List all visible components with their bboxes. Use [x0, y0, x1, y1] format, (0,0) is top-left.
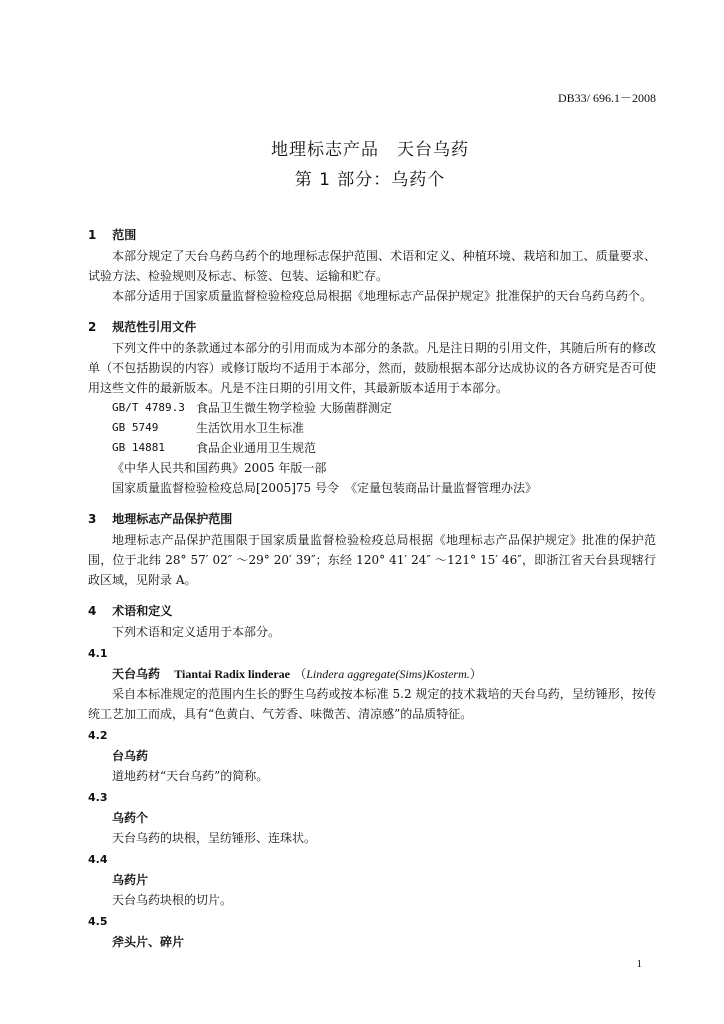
term-definition: 采自本标准规定的范围内生长的野生乌药或按本标准 5.2 规定的技术栽培的天台乌药，呈纺锤形，按传统工艺加工而成，具有“色黄白、气芳香、味微苦、清凉感”的品质特征。 [88, 687, 656, 721]
term-name: 斧头片、碎片 [112, 935, 185, 949]
term-number: 4.2 [88, 729, 108, 742]
term-en: Tiantai Radix linderae [174, 667, 290, 681]
reference-item [88, 418, 656, 438]
term-number: 4.5 [88, 915, 108, 928]
section-number: 3 [88, 512, 97, 526]
term-number: 4.1 [88, 647, 108, 660]
term-name: 乌药个 [112, 811, 149, 825]
term-latin: （Lindera aggregate(Sims)Kosterm.） [294, 667, 482, 681]
term-definition: 天台乌药块根的切片。 [112, 893, 233, 907]
paragraph: 本部分规定了天台乌药乌药个的地理标志保护范围、术语和定义、种植环境、栽培和加工、质量要求、试验方法、检验规则及标志、标签、包装、运输和贮存。 [88, 249, 656, 283]
reference-code: GB/T 4789.3 [112, 401, 185, 414]
page-number: 1 [636, 958, 642, 970]
section-title: 术语和定义 [112, 604, 173, 618]
term-name: 乌药片 [112, 873, 149, 887]
document-title: 地理标志产品 天台乌药 [271, 140, 469, 160]
reference-title: 食品企业通用卫生规范 [196, 441, 317, 455]
paragraph: 下列文件中的条款通过本部分的引用而成为本部分的条款。凡是注日期的引用文件，其随后所有的修改单（不包括勘误的内容）或修订版均不适用于本部分，然而，鼓励根据本部分达成协议的各方研究是否可使用这些文件的最新版本。凡是不注日期的引用文件，其最新版本适用于本部分。 [88, 341, 656, 395]
reference-code: GB 14881 [112, 441, 165, 454]
term-number: 4.3 [88, 791, 108, 804]
section-heading-protection-scope [88, 508, 656, 530]
section-number: 1 [88, 228, 97, 242]
section-heading-scope [88, 224, 656, 246]
reference-code: GB 5749 [112, 421, 159, 434]
term-name: 台乌药 [112, 749, 149, 763]
term-zh: 天台乌药 [112, 667, 161, 681]
paragraph: 下列术语和定义适用于本部分。 [112, 625, 281, 639]
section-title: 地理标志产品保护范围 [112, 512, 233, 526]
term-number: 4.4 [88, 853, 108, 866]
section-number: 4 [88, 604, 97, 618]
document-body [88, 218, 656, 952]
reference-item [88, 438, 656, 458]
paragraph: 地理标志产品保护范围限于国家质量监督检验检疫总局根据《地理标志产品保护规定》批准的保护范围，位于北纬 28° 57′ 02″ ～29° 20′ 39″；东经 120° 41′ 24″ ～121° 15′ 46″，即浙江省天台县现辖行政区域，见附录 A。 [88, 533, 656, 587]
document-subtitle: 第 1 部分：乌药个 [294, 170, 446, 190]
section-heading-terms-definitions [88, 600, 656, 622]
reference-item: 《中华人民共和国药典》2005 年版一部 [112, 461, 327, 475]
term-definition: 道地药材“天台乌药”的简称。 [112, 769, 269, 783]
section-number: 2 [88, 320, 97, 334]
section-title: 范围 [112, 228, 137, 242]
term-name [88, 664, 656, 684]
standard-code: DB33/ 696.1－2008 [557, 91, 656, 105]
reference-title: 食品卫生微生物学检验 大肠菌群测定 [196, 401, 392, 415]
reference-item: 国家质量监督检验检疫总局[2005]75 号令 《定量包装商品计量监督管理办法》 [112, 481, 537, 495]
section-heading-normative-references [88, 316, 656, 338]
paragraph: 本部分适用于国家质量监督检验检疫总局根据《地理标志产品保护规定》批准保护的天台乌药乌药个。 [112, 289, 653, 303]
reference-item [88, 398, 656, 418]
section-title: 规范性引用文件 [112, 320, 197, 334]
reference-title: 生活饮用水卫生标准 [196, 421, 305, 435]
term-definition: 天台乌药的块根，呈纺锤形、连珠状。 [112, 831, 317, 845]
